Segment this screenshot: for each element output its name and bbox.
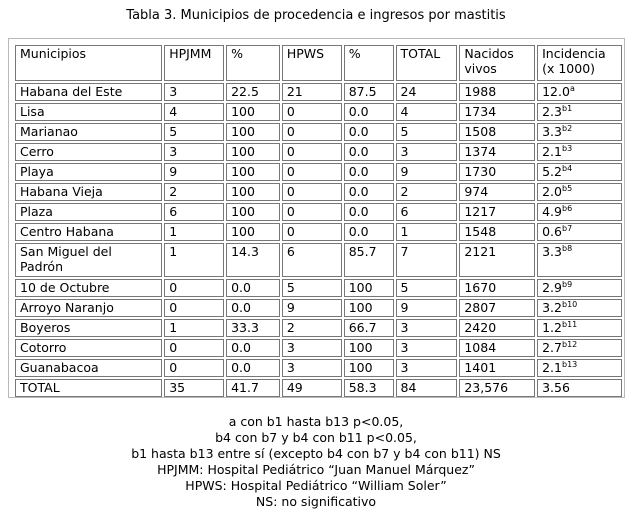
cell-pct-hpws xyxy=(344,359,394,377)
table-header-row xyxy=(15,45,622,81)
cell-hpws-value: 0 xyxy=(286,144,295,159)
cell-total-value: 2 xyxy=(400,184,409,199)
cell-pct-hpjmm xyxy=(226,103,280,121)
cell-hpjmm xyxy=(164,359,224,377)
cell-hpws-value: 0 xyxy=(286,104,295,119)
table-row xyxy=(15,183,622,201)
header-hpws: HPWS xyxy=(282,45,342,81)
cell-municipio-value: TOTAL xyxy=(20,380,60,395)
cell-hpws-value: 0 xyxy=(286,204,295,219)
cell-total xyxy=(396,183,458,201)
cell-hpjmm xyxy=(164,123,224,141)
cell-hpws-value: 3 xyxy=(286,360,295,375)
cell-pct-hpjmm-value: 0.0 xyxy=(231,280,251,295)
cell-incidencia xyxy=(537,339,622,357)
cell-pct-hpjmm xyxy=(226,123,280,141)
cell-total xyxy=(396,379,458,397)
incidencia-superscript: b1 xyxy=(562,104,573,113)
cell-pct-hpws xyxy=(344,123,394,141)
municipios-table xyxy=(13,43,624,399)
cell-municipio xyxy=(15,123,162,141)
cell-pct-hpjmm xyxy=(226,143,280,161)
cell-hpws xyxy=(282,103,342,121)
cell-municipio-value: Habana Vieja xyxy=(20,184,103,199)
cell-hpws-value: 5 xyxy=(286,280,295,295)
cell-nacidos-vivos-value: 1734 xyxy=(464,104,497,119)
cell-hpjmm-value: 1 xyxy=(169,320,178,335)
cell-pct-hpws-value: 0.0 xyxy=(348,184,369,199)
incidencia-superscript: b13 xyxy=(562,360,578,369)
cell-nacidos-vivos-value: 23,576 xyxy=(464,380,509,395)
cell-hpjmm-value: 5 xyxy=(169,124,178,139)
cell-hpjmm xyxy=(164,183,224,201)
incidencia-superscript: b5 xyxy=(562,184,573,193)
cell-pct-hpjmm-value: 100 xyxy=(231,224,255,239)
note-line: a con b1 hasta b13 p<0.05, xyxy=(228,414,404,429)
cell-pct-hpws-value: 100 xyxy=(348,300,373,315)
cell-total xyxy=(396,279,458,297)
incidencia-superscript: b4 xyxy=(562,164,573,173)
cell-nacidos-vivos-value: 1401 xyxy=(464,360,497,375)
cell-pct-hpjmm xyxy=(226,339,280,357)
cell-hpjmm-value: 6 xyxy=(169,204,178,219)
cell-municipio-value: Boyeros xyxy=(20,320,71,335)
cell-pct-hpws xyxy=(344,183,394,201)
cell-incidencia xyxy=(537,223,622,241)
cell-municipio xyxy=(15,223,162,241)
cell-incidencia xyxy=(537,243,622,277)
cell-hpws xyxy=(282,83,342,101)
cell-incidencia-value: 12.0 xyxy=(542,84,570,99)
cell-pct-hpws xyxy=(344,279,394,297)
cell-pct-hpjmm-value: 100 xyxy=(231,144,255,159)
cell-municipio xyxy=(15,319,162,337)
cell-pct-hpjmm-value: 41.7 xyxy=(231,380,259,395)
cell-municipio xyxy=(15,163,162,181)
cell-municipio xyxy=(15,279,162,297)
cell-total-value: 24 xyxy=(400,84,417,99)
cell-hpws-value: 21 xyxy=(286,84,303,99)
note-line: b4 con b7 y b4 con b11 p<0.05, xyxy=(215,430,417,445)
cell-incidencia-value: 5.2 xyxy=(542,164,562,179)
cell-hpjmm xyxy=(164,299,224,317)
note-line: HPJMM: Hospital Pediátrico “Juan Manuel Márquez” xyxy=(157,462,475,477)
cell-municipio xyxy=(15,203,162,221)
cell-incidencia xyxy=(537,279,622,297)
cell-pct-hpws-value: 100 xyxy=(348,340,373,355)
cell-hpws xyxy=(282,279,342,297)
cell-nacidos-vivos xyxy=(459,379,535,397)
cell-nacidos-vivos xyxy=(459,83,535,101)
cell-municipio-value: Playa xyxy=(20,164,54,179)
cell-pct-hpws-value: 0.0 xyxy=(348,124,369,139)
cell-pct-hpws xyxy=(344,223,394,241)
cell-total xyxy=(396,339,458,357)
cell-nacidos-vivos-value: 1084 xyxy=(464,340,497,355)
cell-municipio xyxy=(15,143,162,161)
cell-pct-hpjmm xyxy=(226,299,280,317)
cell-total xyxy=(396,123,458,141)
cell-nacidos-vivos xyxy=(459,103,535,121)
cell-hpjmm xyxy=(164,143,224,161)
cell-nacidos-vivos-value: 1374 xyxy=(464,144,497,159)
cell-incidencia xyxy=(537,319,622,337)
cell-pct-hpws-value: 87.5 xyxy=(348,84,377,99)
cell-pct-hpws xyxy=(344,379,394,397)
cell-total-value: 6 xyxy=(400,204,409,219)
cell-pct-hpjmm-value: 0.0 xyxy=(231,360,251,375)
table-row xyxy=(15,339,622,357)
cell-nacidos-vivos xyxy=(459,183,535,201)
cell-total xyxy=(396,163,458,181)
cell-pct-hpjmm xyxy=(226,319,280,337)
table-title: Tabla 3. Municipios de procedencia e ingresos por mastitis xyxy=(126,8,506,23)
cell-municipio xyxy=(15,379,162,397)
cell-hpws-value: 3 xyxy=(286,340,295,355)
cell-total-value: 5 xyxy=(400,280,409,295)
cell-nacidos-vivos xyxy=(459,299,535,317)
cell-municipio-value: Plaza xyxy=(20,204,53,219)
cell-pct-hpws xyxy=(344,103,394,121)
cell-hpws xyxy=(282,339,342,357)
cell-hpjmm xyxy=(164,243,224,277)
cell-total-value: 3 xyxy=(400,320,409,335)
cell-hpws xyxy=(282,379,342,397)
incidencia-superscript: b3 xyxy=(562,144,573,153)
cell-total-value: 9 xyxy=(400,164,409,179)
cell-nacidos-vivos-value: 974 xyxy=(464,184,489,199)
table-frame xyxy=(8,38,625,398)
cell-pct-hpjmm-value: 33.3 xyxy=(231,320,259,335)
cell-pct-hpjmm-value: 14.3 xyxy=(231,244,259,259)
cell-hpjmm-value: 3 xyxy=(169,144,178,159)
cell-municipio-value: Marianao xyxy=(20,124,78,139)
cell-pct-hpjmm-value: 100 xyxy=(231,124,255,139)
cell-pct-hpws xyxy=(344,339,394,357)
cell-hpjmm-value: 0 xyxy=(169,360,178,375)
incidencia-superscript: b9 xyxy=(562,280,573,289)
cell-pct-hpws xyxy=(344,143,394,161)
cell-pct-hpws xyxy=(344,299,394,317)
cell-incidencia xyxy=(537,299,622,317)
cell-municipio-value: San Miguel del Padrón xyxy=(20,244,112,274)
cell-pct-hpws-value: 0.0 xyxy=(348,224,369,239)
cell-nacidos-vivos-value: 2121 xyxy=(464,244,497,259)
cell-municipio-value: Guanabacoa xyxy=(20,360,99,375)
cell-nacidos-vivos-value: 1988 xyxy=(464,84,497,99)
cell-municipio-value: Centro Habana xyxy=(20,224,114,239)
table-row xyxy=(15,143,622,161)
table-row xyxy=(15,319,622,337)
cell-municipio xyxy=(15,183,162,201)
cell-pct-hpws xyxy=(344,163,394,181)
cell-hpws xyxy=(282,143,342,161)
header-municipios: Municipios xyxy=(15,45,162,81)
cell-municipio xyxy=(15,83,162,101)
incidencia-superscript: b6 xyxy=(562,204,573,213)
cell-total-value: 3 xyxy=(400,340,409,355)
table-row xyxy=(15,163,622,181)
cell-municipio-value: Cotorro xyxy=(20,340,67,355)
cell-incidencia-value: 1.2 xyxy=(542,320,562,335)
cell-hpjmm-value: 2 xyxy=(169,184,178,199)
cell-nacidos-vivos xyxy=(459,143,535,161)
table-row xyxy=(15,279,622,297)
cell-hpjmm-value: 3 xyxy=(169,84,178,99)
cell-pct-hpws xyxy=(344,243,394,277)
cell-hpjmm-value: 1 xyxy=(169,224,178,239)
cell-hpjmm xyxy=(164,203,224,221)
cell-incidencia-value: 2.1 xyxy=(542,144,562,159)
cell-hpjmm-value: 0 xyxy=(169,280,178,295)
cell-total-value: 1 xyxy=(400,224,409,239)
cell-incidencia-value: 2.7 xyxy=(542,340,562,355)
cell-pct-hpws-value: 0.0 xyxy=(348,164,369,179)
cell-hpws-value: 6 xyxy=(286,244,295,259)
cell-total-value: 7 xyxy=(400,244,409,259)
cell-hpws xyxy=(282,163,342,181)
cell-nacidos-vivos-value: 2420 xyxy=(464,320,497,335)
incidencia-superscript: b12 xyxy=(562,340,578,349)
header-incidencia: Incidencia (x 1000) xyxy=(537,45,622,81)
cell-incidencia-value: 3.3 xyxy=(542,244,562,259)
cell-incidencia xyxy=(537,83,622,101)
cell-hpws-value: 0 xyxy=(286,124,295,139)
cell-nacidos-vivos-value: 1730 xyxy=(464,164,497,179)
cell-nacidos-vivos xyxy=(459,203,535,221)
cell-hpjmm xyxy=(164,103,224,121)
cell-municipio xyxy=(15,243,162,277)
cell-incidencia-value: 2.3 xyxy=(542,104,562,119)
cell-total-value: 4 xyxy=(400,104,409,119)
cell-nacidos-vivos-value: 1508 xyxy=(464,124,497,139)
cell-pct-hpjmm-value: 22.5 xyxy=(231,84,259,99)
cell-incidencia xyxy=(537,183,622,201)
cell-incidencia xyxy=(537,143,622,161)
cell-hpws xyxy=(282,299,342,317)
table-row xyxy=(15,359,622,377)
cell-nacidos-vivos xyxy=(459,223,535,241)
cell-pct-hpjmm xyxy=(226,183,280,201)
cell-pct-hpjmm-value: 0.0 xyxy=(231,340,251,355)
cell-municipio-value: Lisa xyxy=(20,104,45,119)
cell-total-value: 9 xyxy=(400,300,409,315)
cell-incidencia-value: 4.9 xyxy=(542,204,562,219)
note-line: HPWS: Hospital Pediátrico “William Soler” xyxy=(185,478,447,493)
cell-nacidos-vivos xyxy=(459,243,535,277)
cell-pct-hpjmm xyxy=(226,163,280,181)
header-total: TOTAL xyxy=(396,45,458,81)
cell-municipio xyxy=(15,359,162,377)
header-pct-hpws: % xyxy=(344,45,394,81)
cell-nacidos-vivos xyxy=(459,163,535,181)
cell-incidencia xyxy=(537,163,622,181)
cell-nacidos-vivos-value: 2807 xyxy=(464,300,497,315)
cell-municipio-value: Cerro xyxy=(20,144,54,159)
cell-pct-hpws-value: 0.0 xyxy=(348,204,369,219)
cell-pct-hpjmm xyxy=(226,83,280,101)
cell-hpws xyxy=(282,203,342,221)
cell-nacidos-vivos xyxy=(459,123,535,141)
cell-hpjmm-value: 35 xyxy=(169,380,186,395)
cell-municipio-value: 10 de Octubre xyxy=(20,280,110,295)
cell-hpjmm xyxy=(164,223,224,241)
cell-pct-hpws-value: 58.3 xyxy=(348,380,377,395)
table-row xyxy=(15,103,622,121)
cell-nacidos-vivos xyxy=(459,319,535,337)
cell-pct-hpws-value: 0.0 xyxy=(348,144,369,159)
cell-municipio xyxy=(15,339,162,357)
cell-incidencia xyxy=(537,103,622,121)
cell-pct-hpjmm-value: 0.0 xyxy=(231,300,251,315)
table-row xyxy=(15,243,622,277)
cell-incidencia-value: 2.0 xyxy=(542,184,562,199)
cell-total xyxy=(396,319,458,337)
cell-hpjmm-value: 0 xyxy=(169,300,178,315)
cell-hpjmm-value: 1 xyxy=(169,244,178,259)
table-row xyxy=(15,123,622,141)
cell-hpjmm xyxy=(164,339,224,357)
table-total-row xyxy=(15,379,622,397)
cell-nacidos-vivos-value: 1670 xyxy=(464,280,497,295)
cell-hpjmm xyxy=(164,163,224,181)
cell-pct-hpws xyxy=(344,319,394,337)
cell-pct-hpws-value: 85.7 xyxy=(348,244,377,259)
header-nacidos-vivos: Nacidos vivos xyxy=(459,45,535,81)
cell-total xyxy=(396,143,458,161)
incidencia-superscript: b8 xyxy=(562,244,573,253)
cell-incidencia-value: 3.3 xyxy=(542,124,562,139)
cell-municipio xyxy=(15,103,162,121)
cell-nacidos-vivos-value: 1217 xyxy=(464,204,497,219)
cell-total xyxy=(396,203,458,221)
note-line: b1 hasta b13 entre sí (excepto b4 con b7 y b4 con b11) NS xyxy=(131,446,501,461)
incidencia-superscript: b11 xyxy=(562,320,578,329)
cell-pct-hpjmm xyxy=(226,223,280,241)
cell-hpjmm-value: 0 xyxy=(169,340,178,355)
cell-hpws xyxy=(282,243,342,277)
cell-hpws xyxy=(282,223,342,241)
header-pct-hpjmm: % xyxy=(226,45,280,81)
cell-nacidos-vivos xyxy=(459,339,535,357)
cell-total-value: 3 xyxy=(400,360,409,375)
incidencia-superscript: b10 xyxy=(562,300,578,309)
incidencia-superscript: b7 xyxy=(562,224,573,233)
cell-hpws-value: 49 xyxy=(286,380,303,395)
cell-pct-hpjmm-value: 100 xyxy=(231,204,255,219)
cell-pct-hpws-value: 0.0 xyxy=(348,104,369,119)
cell-hpjmm xyxy=(164,319,224,337)
cell-nacidos-vivos xyxy=(459,359,535,377)
cell-hpws xyxy=(282,183,342,201)
cell-hpws-value: 2 xyxy=(286,320,295,335)
cell-pct-hpjmm xyxy=(226,359,280,377)
cell-total xyxy=(396,223,458,241)
cell-municipio-value: Habana del Este xyxy=(20,84,123,99)
cell-pct-hpws xyxy=(344,83,394,101)
table-notes xyxy=(0,414,632,510)
cell-pct-hpws-value: 100 xyxy=(348,360,373,375)
cell-total-value: 84 xyxy=(400,380,417,395)
cell-total xyxy=(396,83,458,101)
cell-total-value: 3 xyxy=(400,144,409,159)
cell-municipio xyxy=(15,299,162,317)
note-line: NS: no significativo xyxy=(255,494,377,509)
cell-pct-hpjmm xyxy=(226,243,280,277)
cell-total-value: 5 xyxy=(400,124,409,139)
header-hpjmm: HPJMM xyxy=(164,45,224,81)
cell-hpws xyxy=(282,123,342,141)
cell-incidencia-value: 2.9 xyxy=(542,280,562,295)
cell-hpjmm xyxy=(164,83,224,101)
table-row xyxy=(15,203,622,221)
cell-hpws-value: 0 xyxy=(286,224,295,239)
cell-municipio-value: Arroyo Naranjo xyxy=(20,300,114,315)
cell-pct-hpjmm xyxy=(226,203,280,221)
cell-hpjmm-value: 4 xyxy=(169,104,178,119)
table-row xyxy=(15,83,622,101)
incidencia-superscript: a xyxy=(569,84,575,93)
cell-incidencia-value: 3.56 xyxy=(542,380,570,395)
table-row xyxy=(15,223,622,241)
cell-hpjmm xyxy=(164,379,224,397)
cell-nacidos-vivos-value: 1548 xyxy=(464,224,497,239)
cell-pct-hpjmm-value: 100 xyxy=(231,104,255,119)
cell-hpjmm-value: 9 xyxy=(169,164,178,179)
cell-incidencia xyxy=(537,123,622,141)
table-row xyxy=(15,299,622,317)
cell-total xyxy=(396,243,458,277)
cell-total xyxy=(396,359,458,377)
cell-incidencia-value: 3.2 xyxy=(542,300,562,315)
cell-pct-hpjmm-value: 100 xyxy=(231,184,255,199)
incidencia-superscript: b2 xyxy=(562,124,573,133)
cell-hpws-value: 0 xyxy=(286,164,295,179)
cell-pct-hpws xyxy=(344,203,394,221)
cell-pct-hpjmm-value: 100 xyxy=(231,164,255,179)
cell-pct-hpjmm xyxy=(226,279,280,297)
cell-hpws-value: 0 xyxy=(286,184,295,199)
cell-hpjmm xyxy=(164,279,224,297)
cell-incidencia xyxy=(537,203,622,221)
cell-incidencia xyxy=(537,379,622,397)
cell-pct-hpws-value: 66.7 xyxy=(348,320,377,335)
cell-total xyxy=(396,103,458,121)
cell-nacidos-vivos xyxy=(459,279,535,297)
cell-incidencia-value: 0.6 xyxy=(542,224,562,239)
cell-pct-hpjmm xyxy=(226,379,280,397)
cell-total xyxy=(396,299,458,317)
cell-hpws xyxy=(282,359,342,377)
cell-incidencia xyxy=(537,359,622,377)
cell-incidencia-value: 2.1 xyxy=(542,360,562,375)
cell-pct-hpws-value: 100 xyxy=(348,280,373,295)
cell-hpws-value: 9 xyxy=(286,300,295,315)
cell-hpws xyxy=(282,319,342,337)
